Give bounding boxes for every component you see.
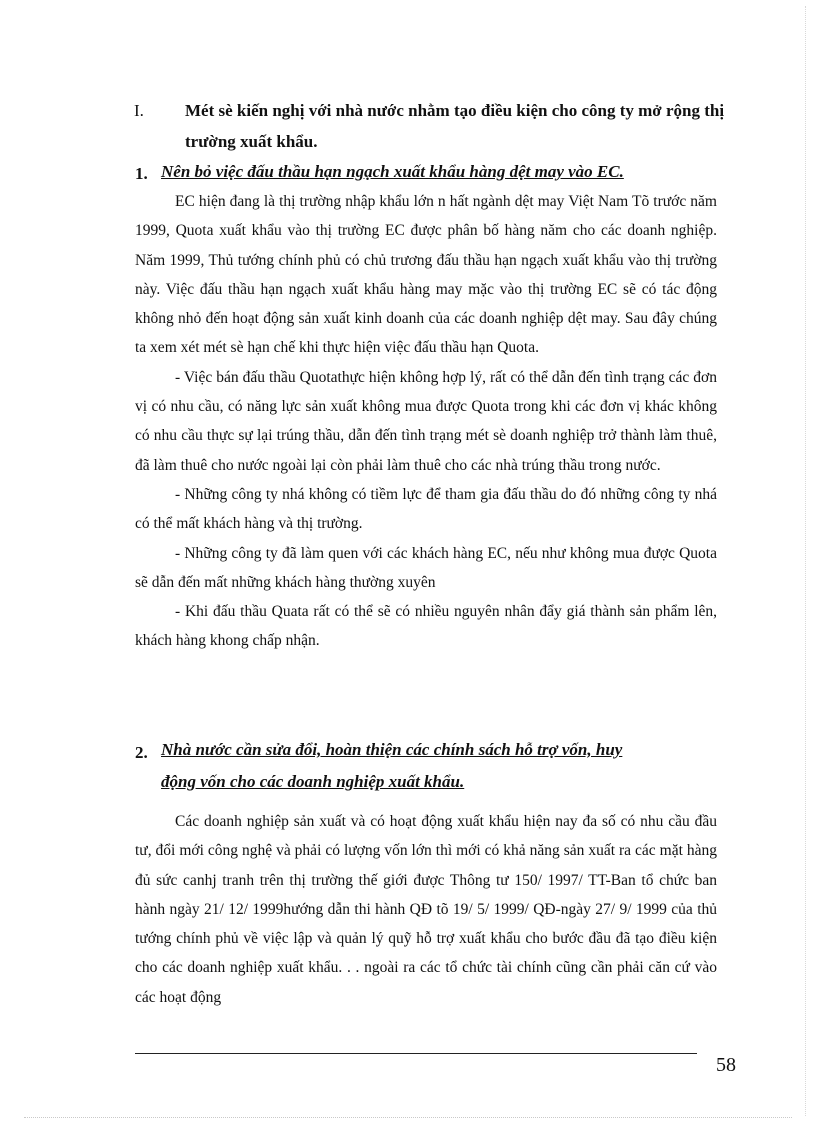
page-number: 58: [716, 1054, 736, 1076]
subsection-2-title-line-1: Nhà nước cần sửa đổi, hoàn thiện các chính sách hỗ trợ vốn, huy: [161, 740, 623, 759]
paragraph: - Việc bán đấu thầu Quotathực hiện không hợp lý, rất có thể dẫn đến tình trạng các đơn vị có nhu cầu, có năng lực sản xuất không mua được Quota trong khi các đơn vị khác không có nhu cầu thực sự lại trúng thầu, dẫn đến tình trạng mét sè doanh nghiệp trở thành làm thuê, đã làm thuê cho nước ngoài lại còn phải làm thuê cho các nhà trúng thầu trong nước.: [135, 368, 717, 474]
subsection-2-title-line-2: động vốn cho các doanh nghiệp xuất khẩu.: [161, 772, 465, 791]
paragraph: - Những công ty nhá không có tiềm lực để tham gia đấu thầu do đó những công ty nhá có thể mất khách hàng và thị trường.: [135, 485, 717, 533]
paragraph: EC hiện đang là thị trường nhập khẩu lớn n hất ngành dệt may Việt Nam Tõ trước năm 1999, Quota xuất khẩu vào thị trường EC được phân bố hàng năm cho các doanh nghiệp. Năm 1999, Thủ tướng chính phủ có chủ trương đấu thầu hạn ngạch xuất khẩu vào thị trường này. Việc đấu thầu hạn ngạch xuất khẩu hàng may mặc vào thị trường EC sẽ có tác động không nhỏ đến hoạt động sản xuất kinh doanh của các doanh nghiệp dệt may. Sau đây chúng ta xem xét mét sè hạn chế khi thực hiện việc đấu thầu hạn Quota.: [135, 193, 717, 357]
subsection-1-title: Nên bỏ việc đấu thầu hạn ngạch xuất khẩu hàng dệt may vào EC.: [161, 162, 624, 181]
page-edge-bottom: [24, 1117, 792, 1118]
subsection-2-number: 2.: [135, 743, 148, 762]
paragraph: Các doanh nghiệp sản xuất và có hoạt động xuất khẩu hiện nay đa số có nhu cầu đầu tư, đổi mới công nghệ và phải có lượng vốn lớn thì mới có khả năng sản xuất ra các mặt hàng đủ sức canhj tranh trên thị trường thế giới được Thông tư 150/ 1997/ TT-Ban tổ chức ban hành ngày 21/ 12/ 1999hướng dẫn thi hành QĐ tõ 19/ 5/ 1999/ QĐ-ngày 27/ 9/ 1999 của thủ tướng chính phủ về việc lập và quản lý quỹ hỗ trợ xuất khẩu cho bước đầu đã tạo điều kiện cho các doanh nghiệp xuất khẩu. . . ngoài ra các tổ chức tài chính cũng cần phải căn cứ vào các hoạt động: [135, 813, 717, 1006]
subsection-1-number: 1.: [135, 164, 148, 183]
section-title: Mét sè kiến nghị với nhà nước nhằm tạo điều kiện cho công ty mở rộng thị trường xuất khẩu.: [185, 101, 725, 151]
footer-rule: [135, 1053, 697, 1054]
subsection-2-body: [135, 807, 717, 1012]
subsection-1-body: [135, 187, 717, 656]
paragraph: - Những công ty đã làm quen với các khách hàng EC, nếu như không mua được Quota sẽ dẫn đến mất những khách hàng thường xuyên: [135, 544, 717, 591]
paragraph: - Khi đấu thầu Quata rất có thể sẽ có nhiều nguyên nhân đẩy giá thành sản phẩm lên, khách hàng khong chấp nhận.: [135, 603, 717, 650]
page-edge-right: [805, 6, 806, 1116]
section-number: I.: [134, 101, 144, 120]
